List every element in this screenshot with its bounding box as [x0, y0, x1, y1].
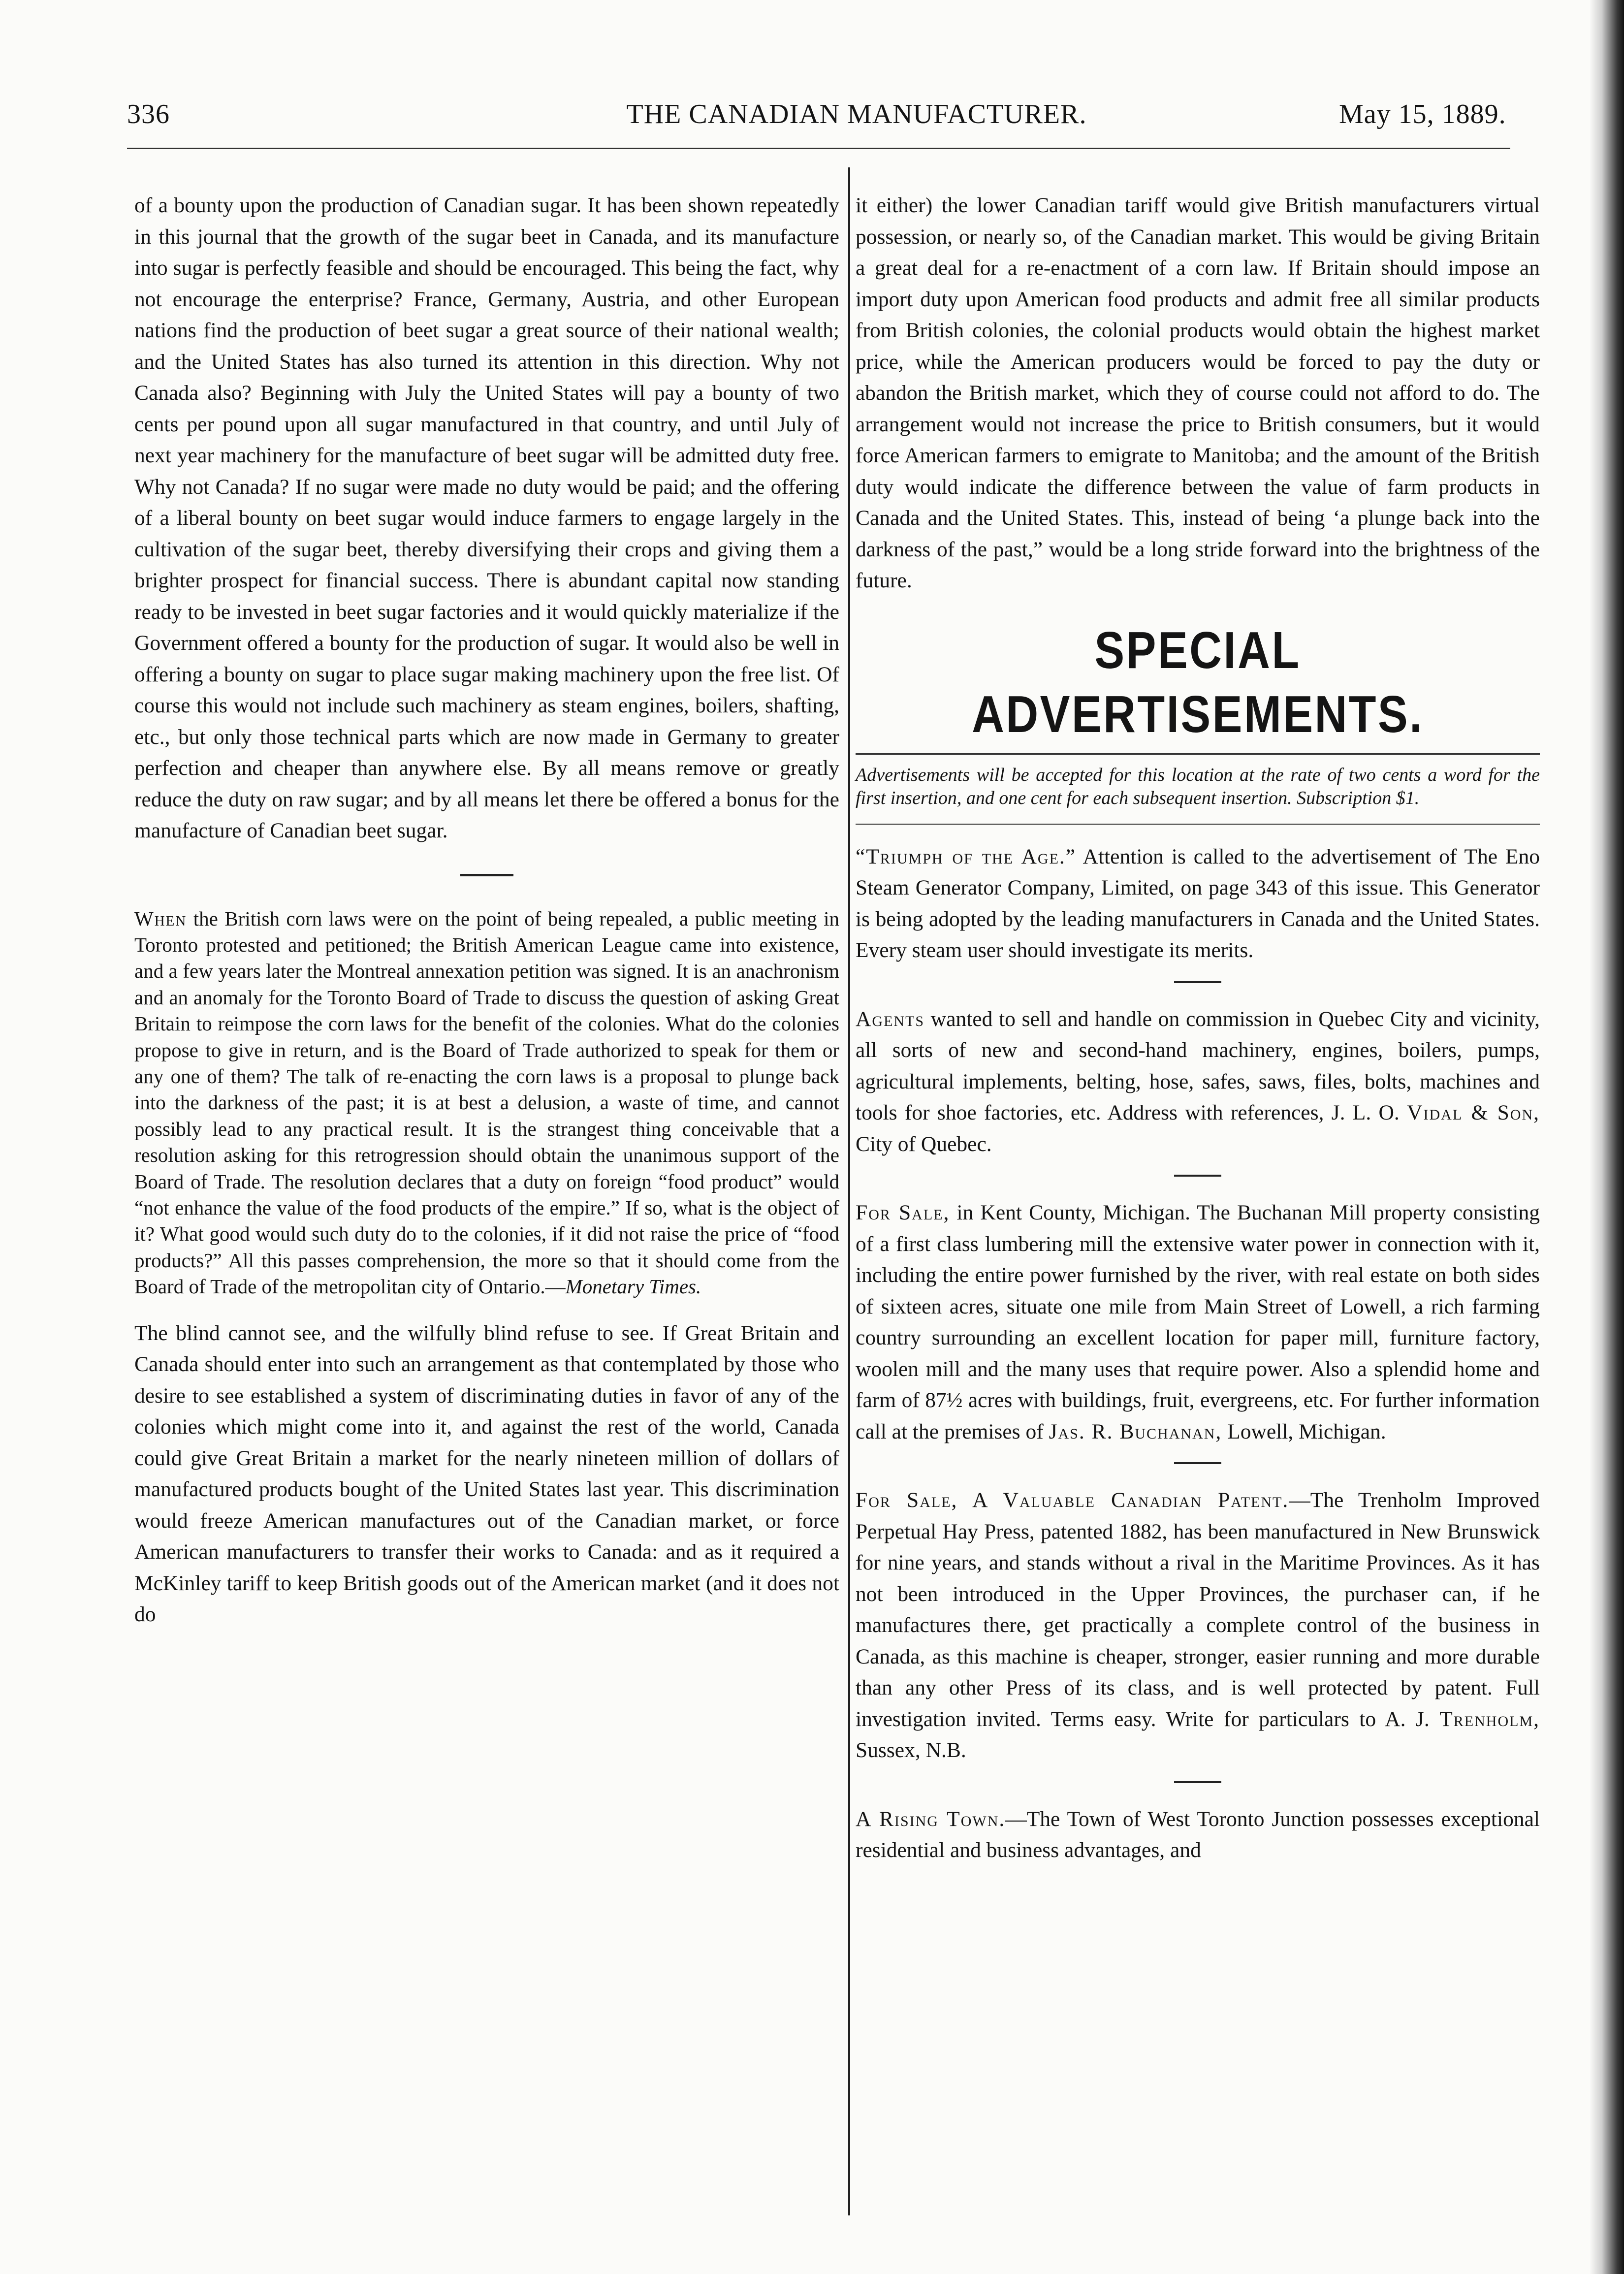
ad-separator [1174, 1175, 1221, 1177]
sugar-bounty-paragraph: of a bounty upon the production of Canadian sugar. It has been shown repeatedly in this journal that the growth of the sugar beet in Canada, and its manufacture into sugar is perfectly feasible and should be encouraged. This being the fact, why not encourage the enterprise? France, Germany, Austria, and other European nations find the production of beet sugar a great source of their national wealth; and the United States has also turned its attention in this direction. Why not Canada also? Beginning with July the United States will pay a bounty of two cents per pound upon all sugar manufactured in that country, and until July of next year machinery for the manufacture of beet sugar will be admitted duty free. Why not Canada? If no sugar were made no duty would be paid; and the offering of a liberal bounty on beet sugar would induce farmers to engage largely in the cultivation of the sugar beet, thereby diversifying their crops and giving them a brighter prospect for financial success. There is abundant capital now standing ready to be invested in beet sugar factories and it would quickly materialize if the Government offered a bounty for the production of sugar. It would also be well in offering a bounty on sugar to place sugar making machinery upon the free list. Of course this would not include such machinery as steam engines, boilers, shafting, etc., but only those technical parts which are now made in Germany to greater perfection and cheaper than anywhere else. By all means remove or greatly reduce the duty on raw sugar; and by all means let there be offered a bonus for the manufacture of Canadian beet sugar. [134, 193, 839, 842]
publication-title: THE CANADIAN MANUFACTURER. [626, 99, 1087, 129]
blind-paragraph: The blind cannot see, and the wilfully blind refuse to see. If Great Britain and Canada should enter into such an arrangement as that contemplated by those who desire to see established a system of discriminating duties in favor of any of the colonies which might come into it, and against the rest of the world, Canada could give Great Britain a market for the nearly nineteen million of dollars of manufactured products bought of the United States last year. This discrimination would freeze American manufactures out of the Canadian market, or force American manufacturers to transfer their works to Canada: and as it required a McKinley tariff to keep British goods out of the American market (and it does not do [134, 1321, 839, 1627]
ad3-body: in Kent County, Michigan. The Buchanan Mill property consisting of a first class lumbering mill the extensive water power in connection with it, including the entire power furnished by the river, with real estate on both sides of sixteen acres, situate one mile from Main Street of Lowell, a rich farming country surrounding an excellent location for paper mill, furniture factory, woolen mill and the many uses that require power. Also a splendid home and farm of 87½ acres with buildings, fruit, evergreens, etc. For further information call at the premises of [856, 1201, 1540, 1443]
header-rule [127, 148, 1510, 149]
ad-buchanan-mill [856, 1197, 1540, 1447]
ad4-name: Trenholm, [1439, 1707, 1540, 1731]
corn-laws-body: the British corn laws were on the point of being repealed, a public meeting in Toronto protested and petitioned; the British American League came into existence, and a few years later the Montreal annexation petition was signed. It is an anachronism and an anomaly for the Toronto Board of Trade to discuss the question of asking Great Britain to reimpose the corn laws for the benefit of the colonies. What do the colonies propose to give in return, and is the Board of Trade authorized to speak for them or any one of them? The talk of re-enacting the corn laws is a proposal to plunge back into the darkness of the past; it is at best a delusion, a waste of time, and cannot possibly lead to any practical result. It is the strangest thing conceivable that a resolution asking for this retrogression should obtain the unanimous support of the Board of Trade. The resolution declares that a duty on foreign “food product” would “not enhance the value of the food products of the empire.” If so, what is the object of it? What good would such duty do to the colonies, if it did not raise the price of “food products?” All this passes comprehension, the more so that it should come from the Board of Trade of the metropolitan city of Ontario.— [134, 907, 839, 1298]
ad3-tail: Lowell, Michigan. [1222, 1419, 1386, 1443]
corn-laws-lead: When [134, 907, 187, 930]
special-ads-heading: SPECIAL ADVERTISEMENTS. [972, 621, 1424, 743]
ad3-lead: For Sale, [856, 1201, 950, 1224]
right-column [856, 190, 1540, 1866]
ad-hay-press-patent [856, 1485, 1540, 1766]
issue-date: May 15, 1889. [1339, 99, 1506, 129]
ad-separator [1174, 981, 1221, 983]
ad-agents-wanted [856, 1004, 1540, 1160]
ad-eno-generator [856, 841, 1540, 966]
page-edge-shadow [1590, 0, 1624, 2274]
ad-separator [1174, 1781, 1221, 1783]
ad4-tail: Sussex, N.B. [856, 1738, 966, 1762]
corn-laws-source: Monetary Times. [565, 1275, 701, 1298]
column-divider [848, 167, 850, 2215]
ad5-lead: A Rising Town. [856, 1807, 1006, 1831]
page-number: 336 [127, 99, 170, 129]
ad1-body: Attention is called to the advertisement of The Eno Steam Generator Company, Limited, on page 343 of this issue. This Generator is being adopted by the leading manufacturers in Canada and the United States. Every steam user should investigate its merits. [856, 844, 1540, 962]
ad2-body: wanted to sell and handle on commission in Quebec City and vicinity, all sorts of new and second-hand machinery, engines, boilers, pumps, agricultural implements, belting, hose, safes, saws, files, bolts, machines and tools for shoe factories, etc. Address with references, J. L. O. [856, 1007, 1540, 1124]
ad1-lead: “Triumph of the Age.” [856, 844, 1077, 868]
ad2-lead: Agents [856, 1007, 925, 1031]
ads-heading-rule [856, 753, 1540, 755]
ad-separator [1174, 1462, 1221, 1464]
ad4-lead: For Sale, A Valuable Canadian Patent. [856, 1488, 1289, 1512]
ad2-name: Vidal & Son, [1407, 1101, 1540, 1124]
ads-rate-note: Advertisements will be accepted for this location at the rate of two cents a word for the first insertion, and one cent for each subsequent insertion. Subscription $1. [856, 764, 1540, 808]
ad3-name: Jas. R. Buchanan, [1049, 1419, 1222, 1443]
section-separator [460, 874, 513, 876]
ad2-tail: City of Quebec. [856, 1132, 992, 1156]
corn-laws-article [134, 906, 839, 1300]
ad5-body: —The Town of West Toronto Junction possesses exceptional residential and business advantages, and [856, 1807, 1540, 1862]
ad-rising-town [856, 1804, 1540, 1866]
ad4-body: —The Trenholm Improved Perpetual Hay Press, patented 1882, has been manufactured in New Brunswick for nine years, and stands without a rival in the Maritime Provinces. As it has not been introduced in the Upper Provinces, the purchaser can, if he manufactures there, get practically a complete control of the business in Canada, as this machine is cheaper, stronger, easier running and more durable than any other Press of its class, and is well protected by patent. Full investigation invited. Terms easy. Write for particulars to A. J. [856, 1488, 1540, 1731]
ads-note-rule [856, 824, 1540, 825]
continued-paragraph: it either) the lower Canadian tariff would give British manufacturers virtual possession, or nearly so, of the Canadian market. This would be giving Britain a great deal for a re-enactment of a corn law. If Britain should impose an import duty upon American food products and admit free all similar products from British colonies, the colonial products would obtain the highest market price, while the American producers would be forced to pay the duty or abandon the British market, which they of course could not afford to do. The arrangement would not increase the price to British consumers, but it would force American farmers to emigrate to Manitoba; and the amount of the British duty would indicate the difference between the value of farm products in Canada and the United States. This, instead of being ‘a plunge back into the darkness of the past,” would be a long stride forward into the brightness of the future. [856, 193, 1540, 592]
left-column [134, 190, 839, 1631]
